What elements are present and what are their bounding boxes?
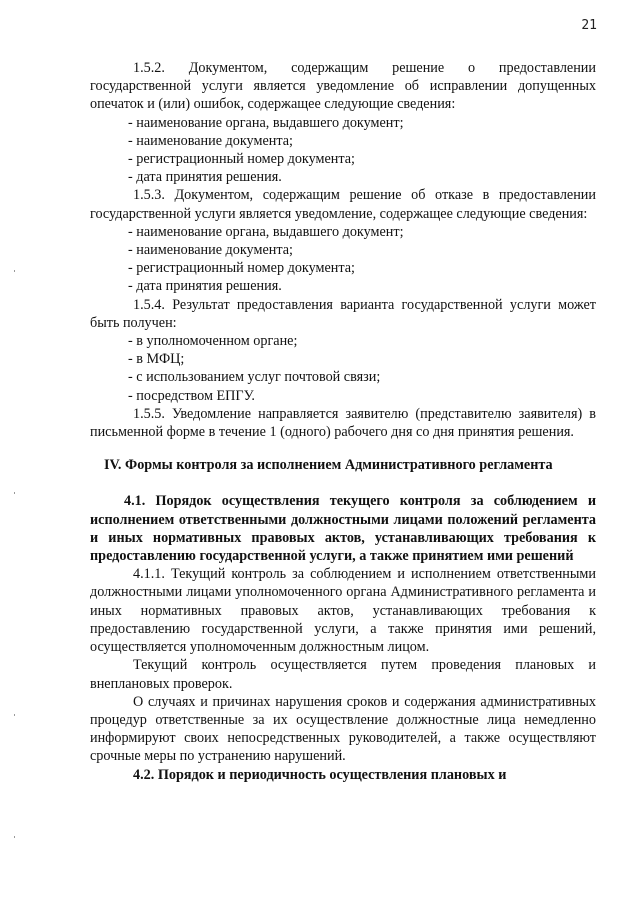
paragraph-1-5-3: 1.5.3. Документом, содержащим решение об отказе в предоставлении государственной услуги является уведомление, содержащее следующие сведения: xyxy=(90,187,596,222)
list-item: - посредством ЕПГУ. xyxy=(128,387,255,404)
paragraph-violations: О случаях и причинах нарушения сроков и содержания административных процедур ответственные за их осуществление должностные лица немедленно информируют своих непосредственных руководителей, а также осуществляют срочные меры по устранению нарушений. xyxy=(90,693,596,765)
list-item: - дата принятия решения. xyxy=(128,169,282,186)
subheading-4-2: 4.2. Порядок и периодичность осуществления плановых и xyxy=(133,766,507,783)
paragraph-1-5-2: 1.5.2. Документом, содержащим решение о предоставлении государственной услуги является уведомление об исправлении допущенных опечаток и (или) ошибок, содержащее следующие сведения: xyxy=(90,60,596,113)
section-heading-iv: IV. Формы контроля за исполнением Административного регламента xyxy=(104,457,553,474)
list-item: - регистрационный номер документа; xyxy=(128,151,355,168)
scan-artifact xyxy=(14,836,15,838)
scan-artifact xyxy=(14,714,15,716)
list-item: - с использованием услуг почтовой связи; xyxy=(128,369,381,386)
paragraph-1-5-5: 1.5.5. Уведомление направляется заявителю (представителю заявителя) в письменной форме в течение 1 (одного) рабочего дня со дня принятия решения. xyxy=(90,405,596,441)
list-item: - в уполномоченном органе; xyxy=(128,333,298,350)
list-item: - регистрационный номер документа; xyxy=(128,260,355,277)
paragraph-4-1-1: 4.1.1. Текущий контроль за соблюдением и исполнением ответственными должностными лицами уполномоченного органа Административного регламента и иных нормативных правовых актов, устанавливающих требования к предоставлению государственной услуги, а также принятия ими решений, осуществляется уполномоченным должностным лицом. xyxy=(90,566,596,656)
list-item: - в МФЦ; xyxy=(128,351,185,368)
subheading-4-1: 4.1. Порядок осуществления текущего контроля за соблюдением и исполнением ответственными должностными лицами положений регламента и иных нормативных правовых актов, устанавливающих требования к предоставлению государственной услуги, а также принятием ими решений xyxy=(90,493,596,565)
document-body xyxy=(90,59,596,784)
list-item: - наименование документа; xyxy=(128,132,293,149)
scan-artifact xyxy=(14,270,15,272)
list-item: - дата принятия решения. xyxy=(128,278,282,295)
list-item: - наименование органа, выдавшего документ; xyxy=(128,223,404,240)
paragraph-control: Текущий контроль осуществляется путем проведения плановых и внеплановых проверок. xyxy=(90,657,596,692)
scan-artifact xyxy=(14,492,15,494)
list-item: - наименование документа; xyxy=(128,242,293,259)
paragraph-1-5-4: 1.5.4. Результат предоставления варианта государственной услуги может быть получен: xyxy=(90,296,596,331)
list-item: - наименование органа, выдавшего документ; xyxy=(128,114,404,131)
page-number: 21 xyxy=(581,18,597,33)
